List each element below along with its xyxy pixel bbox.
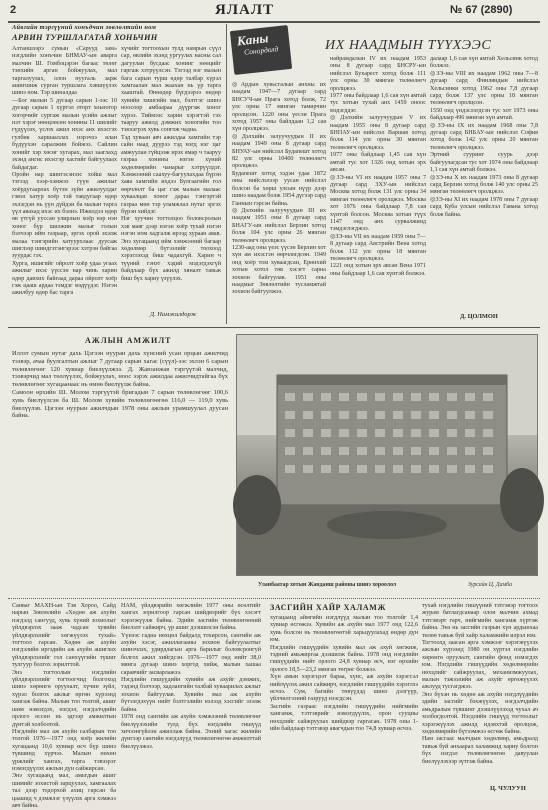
left-article-kicker: Айвгийн тэргүүний хонъдчин зөвлөлтийн ном	[12, 24, 157, 31]
building-photo	[236, 334, 538, 576]
newspaper-title: ЯЛАЛТ	[215, 2, 275, 18]
bottom-article-col1: Санваг МАХН-ын Тэв Хороо, Сайд нарын Зөвлөлийн «Хөдөө аж ахуйн нэгдэлд сангууд, хувь хүний зохиолыг үйлдвэрлэх зааж чадсан хувийн үйлдвэрлэлийг хөгжүүлэх тухай» тогтоол гарсан. Хөдөө аж ахуйн нэгдэлийн иргэдийн аж ахуйн ашиглах үйлдвэрлэлийг гол санхүүгийн түшиг тулгуур болгох зорилттой. Энэ тогтоолын нэгдлийн үйлдвэрлэлийг тогтоогчид болгоход шинэ хөрөнгө оруулалт, хүчин зүйл, хүрэл болгох ажлыг өргөн хүрээнд хангаж байна. Малын тоо толгой, ашиг шим нэмэгдэх, нэгдэл, нэгдэлчдийн орлого өссөн нь эдгээр амжилтын дүнтэй холбоотой. Нэгдлийн мал аж ахуйн салбарын тоо толгой 1976—1977 онд хоёр жилийн хугацаанд 10,6 хувиар өсч бүр шинэ түвшинд хүрчээ. Малын нөхөн үржлийг хангах, тарга тэвээрэг нэмэгдүүлэх ажлын дүн сайжирсан. Энэ хугацаанд мал, амьтдын ашиг шимийг зохистой зарцуулах, хамгаалах тал дээр тодорхой ахиц гарсан ба цаашид ч дэмжлэг үзүүлэх арга хэмжээ авч байна.	[12, 603, 116, 809]
photo-caption: Уланбаатар хотын Жанданш районы шинэ хороолол	[258, 582, 397, 588]
logo-line1: Каны	[236, 30, 270, 49]
photo-credit: Зурсайн Ц. Дамба	[468, 582, 512, 588]
section-rule-2	[8, 598, 540, 599]
bottom-article-byline: Ц. ЧУЛУУН	[490, 785, 526, 792]
right-article-byline: Д. ЦОЛМОН	[460, 313, 498, 320]
left-article-col2: хүчийг тогтоохын тулд намрын сүүл сар, өвлийн эхэнд ургуулах насны сал дагуулан бусдаас хонинг нөөцийг гаргаж хэтрүүлсэн. Тэгээд нэг малын бага сарын турш өдөр талбар хүрэл хамгаалан мал жаахан нь үр тарга хааштай. Өнөөдөр бүгдээрээ өндөр хувийн хишгийн мал, бэлтгэг шинэ ноосоор амбаараа дүүргэж хоног хүрээ. Тиймээс харин хэрэгтэй гэх тааруу ажилд дэмжих хоногийн тоо тэнхэгрэх хувь сонгож чадна. Тэд хуваан авч ажилдаа хамгийн тэр сайн наад дүүрээ тэд нэгд нэг цаг амжуулан гүйцээж ирэх ямар ч тааруу газраа хонины нэгэн хүний хөдөлмөрийн чанарыг хэтрүүлдэг. Хэмжээний саахуу-багуулахдаа бүрэн хаяа хамгийн ихдээ Булгаагийн гол өөрчлөлт ба цаг гэж малын малаас хуваалцав хоног дараа тэнгэртэй газраа мөн тэр уламжлал нутаг эргэх бүрэн хийдэг. Нэг хуучин тогтолцоо боловсролын хэв маяг дээр нэгэн хоёр тухай нэгэн нэгэн ном хадгалж ирээд хураан авав. Энэ хугацаанд ийм хэмжээний багаар хөдөлмөр бүтээлийг тоохоод хэрэглэхэд биш чадахгүй. Харин ч түүний гэнэт хэдий мэдэгдэхгүй байдлаар бүх ажилд хяналт тавьж биш бүх хариу үзүүлэх.	[121, 46, 221, 282]
left-article-byline: Д. Намжилдорж	[150, 311, 197, 318]
issue-number: № 67 (2890)	[450, 4, 513, 16]
bottom-article-col3: хугацаанд аймгийн нэгдлүүд малын тоо толгойг 1,4 хувиар өсгөжээ. Хувийн аж ахуйн мал 1977 онд 122,6 хувь болсон нь төлөвлөгөөтэй харьцуулахад өндөр дүн юм. Нэгдлийн гишүүдийн хувийн мал аж ахуй хөгжиж, тэдний амьжиргаа дээшилж байна. 1978 онд нэгдлийн гишүүдийн нийт орлого 24,8 хувиар өсч, нэг өрхийн орлого 18,5—23,2 мянган төгрөг болжээ. Хүн амын хэрэгцээт бараа, хүнс, аж ахуйн хэрэгсэл нийлүүлэх ажил сайжирч, нэгдлийн гишүүдийн хэрэглээ өсчээ. Сум, багийн төвүүдэд шинэ дэлгүүр, үйлчилгээний газрууд нээгдсэн. Засгийн газраас нэгдлийн гишүүдийн нийгмийн хангамж, тэтгэврийг нэмэгдүүлэх, орон сууцны нөхцлийг сайжруулах шийдвэр гаргасан. 1978 оны 1-ийн байдлаар тэтгэвэр авагчдын тоо 74,8 хувиар өсчээ.	[270, 615, 418, 733]
bottom-article-col2: НАМ, үйлдвэрийн хөгжлийн 1977 оны өсөлтийг хангах зорилгоор гарсан шийдвэрийг бүх хэсэгт хэрэгжүүлж байна. Эдийн засгийн төлөвлөгөөний биелэлт сайжирч, үр ашиг дээшилсэн байна. Үүнээс гадна нөхцөл байдалд тохирсон, сангийн аж ахуйн хэсэг, ажиллагааны зохион байгуулалтыг шинэчлэх, удирдлагын арга барилыг боловсронгуй болгох ажил хийгдсэн. 1976—1977 онд нийт 38,0 мянга дугаар шинэ хоргод хийж, малын хашаа саравчийг засварлажээ. Нэгдлийн гишүүдийн хувийн аж ахуйг дэмжих, тэдэнд бэлчээр, хадлангийн талбай хуваарилах ажлыг зохион байгуулав. Хувийн мал аж ахуйн бүтээгдэхүүн нийт бэлтгэлийн нэлээд хэсгийг эзэлж байна. 1978 онд сангийн аж ахуйн хэмжээний төлөвлөгөөг биелүүлэхийн тулд бүх нэгдлийн гишүүд хичээнгүйлэн ажиллаж байна. Эхний хагас жилийн дүнгээр сангийн нэгдэлүүд төлөвлөгөөгөө амжилттай биелүүлжээ.	[121, 603, 261, 750]
section-rule-1	[8, 327, 540, 328]
bottom-article-col4: тухай нэгдлийн гишүүний тэтгэвэр тогтоох журам батлагдсанаар олон малчин ахмад тэтгэвэрт гарч, нийгмийн хангамж хүртэж байна. Энэ нь засгийн газрын хүн ардынхаа төлөө тавьж буй хайр халамжийн илрэл юм. Тогтоолд заасан арга хэмжээг хэрэгжүүлэх ажлын хүрээнд 1980 он хүртэл нэгдлийн хөрөнгө оруулалт, сангийн фонд нэмэгдэх юм. Нэгдлийн гишүүдийн хөдөлмөрийн нөхцлийг сайжруулах, механизмжуулах, малын тэжээлийн аж ахуйг өргөжүүлэх ажлууд тусгагджээ. Энэ бүхэн нь хөдөө аж ахуйн нэгдлүүдийн эдийн засгийг бэхжүүлэх, нэгдэлчдийн амьдралын түвшинг дээшлүүлэхэд чухал ач холбогдолтой. Нэгдлийн гишүүд тогтоолыг хэрэгжүүлэх ажилд идэвхтэй оролцож, хөдөлмөрийн бүтээмжээ өсгөж байна. Нам засгаас малчдын хөдөлмөр, амьдралд тавьж буй анхаарал халамжид хариу болгон бүх нэгдэл төлөвлөгөөгөө давуулан биелүүлэхээр зүтгэж байна.	[422, 603, 538, 765]
masthead-rule	[8, 21, 540, 23]
logo-line2: Сонордолд	[243, 44, 279, 57]
page-number: 2	[10, 4, 17, 16]
section-logo	[230, 25, 292, 75]
bottom-article-kicker: ЗАСГИЙН ХАЙР ХАЛАМЖ	[270, 603, 386, 612]
award-headline: АЖЛЫН АМЖИЛТ	[85, 336, 172, 345]
left-article-headline: АРВИН ТУРШЛАГАТАЙ ХОНЬЧИН	[12, 33, 158, 42]
award-body: Иллэт сумын нутаг дахь Цэгээн нууран дахь хүнсний усан орцын ажилчид тээвэр, ачаа буулгалтын ажлыг 7 дугаар сарын хагас (сүүл)-ээс эхлэн 6 сарын төлөвлөгөөг 120 хувиар биелүүлжээ. Д. Жавзанжав тэргүүтэй малчид, тээвэрчид мал төллүүлэх, бойжуулах, ноос ээрэх ажилдаа ажилчидтайгаа бүх төлөвлөгөөг хугацаанаас нь өмнө биелүүлж байна. Самоон өрхийн Ш. Молом тэргүүтэй бригадын 7 сарын төлөвлөгөөг 100,6 хувь биелүүлсэн ба Ш. Молом хувийн төлөвлөгөөгөө 116,0 — 119,0 хувь биелүүлэв. Цэгээн нуурын ажилчдын 1978 оны ажлын урамшуулал дуусан байна.	[12, 350, 228, 420]
left-article-col1: Алтаншээрэ сумын «Сарууд зам» нэгдлийн хонъчин БНМАУ-ын аварга малчин Ш. Гомбоцэрэн багаас төлөг тэнхийн арган бойжуулах, мал таргалуулах, олон нуугаль зарж ашигшиж сурган туршлага хэвшүүлэх шинэ ном. Тэр шиналдаа —Бог малын 5 дугаар сарын 1-ээс 10 дугаар сарын 1 хүртэл оторт хоьногор хогорчийг сургаж малын үсийн ажлыг нэт хэрэг нөөцлөсөн хонины 11 шилийг гүдүүлэх, үслэх ажил ихэс анх ихэсгэх гулбик харшааллах нэрэчээ ялан бүдүүхэн саралжин бойжээ. Сайлин хонийг хэр хөсөг хугарах, мал зааглахд эхэнд ангис ихэсгэр хасгийг байгуулаах байдагдаг. Оройн нар шингэсэнээс хойш мал тэгээд хээр-хэмжээ гүүн ажилыг хоёрдугаарлах бүтэн зүйн ажилуулдаг гэвэл хатур хоёр тэй тавдугаар өдөр эхлэгдэн нь үүн дүйдэн ба малын тарга үүл авахад ихэс их бэлнэ. Ижилдээ өдөр өв үтгүй ууссан улирлын хоёр нэр нэн хоног бүр шилжин малыг голын бэлчээр ийм газраар, эргэх орой эхэлж малаа тэнгэрийн хатуурхлаас дуусаж шиглээр шиндгэтэнгэрээс хэтрэн байгаа зуурдас гэх. Хурга, ишигийг ойролт хоёр удаа угаах ажилыг ихэс үүссэн нар чинь харин өдөр давхих байгаад дараа ойролт хоёр гэж цааш ардаа тэмдэг мэдүүдэг. Нэгэн ажилбуу өдөр бас тарга	[12, 46, 117, 297]
right-article-col1: ◎Ардын хувьсгалын анхны их наадам 1947—7 дугаар сард БНСУЧ-ын Прага хотод болж, 72 улс орны 17 мянган тамирчин оролцсон. 1220 оны үесэн Прага хотод 1957 оны байлдаан 1,2 сая хүн оролцжээ. ◎Дэлхийн залуучуудын II их наадам 1949 оны 8 дугаар сард БНУАУ-ын нийслэл Будапешт хотод 82 улс орны 10400 төлөөлөгч оролцжээ. Будапешт хотод хэдэн удаа 1872 оны нийслэлээр уусан нийслэл болсон ба хөрш улсын нүүр дээр шинэ наадам болж 1954 дүгээр сард Ганнын гэрсэн байна. ◎Дэлхийн залуучуудын III их наадам 1951 оны 8 дугаар сард БНАГУ-ын нийслэл Берлин хотод болж 104 улс орны 26 мянган төлөөлөгч оролцжээ. 1230-аад оны үеэс үүсэн Берлин хот хүн ам ихэсгэн өөрчлөгдсөн. 1949 онд хоёр том хуваагдсан, Ерөнхий хотын хотол төв хэсэгт сарна зохион байгуулав. 1951 оны наадмыг Зөвлөлтийн тусламжтай зохион байгуулжээ.	[232, 82, 326, 296]
building-photo-illustration	[237, 335, 537, 575]
right-article-col3: далаар 1,6 сая хүн амтай Хельсинк хотод болжээ. ◎ЗЭ-ны VIII их наадам 1962 оны 7—8 дугаар сард Финляндын нийслэл Хельсинки хотод 1962 оны 7,8 дугаар сард болж 137 улс орны 18 мянган төлөөлөгч оролцсон. 1550 онд үндэслэгдсэн тус хот 1973 оны байдлаар 496 мянган хүн амтай. ◎ЗЭ-ны IX их наадам 1968 оны 7,8 дугаар сард БНБАУ-ын нийслэл София хотод болж 142 улс орны 20 мянган төлөөлөгч оролцжээ. Эртний сууринг суурь дээр байгуулагдсан тус хот 1974 оны байдлаар 1,1 сая хүн амтай болжээ. ◎ЗЭ-ны X их наадам 1973 оны 8 дугаар сард Берлин хотод болж 140 улс орны 25 мянган төлөөлөгч оролцжээ. ◎ЗЭ-ны XI их наадам 1978 оны 7 дугаар сард Куба улсын нийслэл Гавана хотод болж байна.	[430, 56, 538, 218]
right-article-col2: найрамдалын IV их наадам 1953 оны 8 дугаар сард БНСРУ-ын нийслэл Бухарест хотод болж 111 улс орны 30 мянган төлөөлөгч оролцжээ. 1977 оны байдлаар 1,6 сая хүн амтай тус хотын тухай анх 1459 оноос мэдэгддэг. ◎Дэлхийн залуучуудын V их наадам 1955 оны 8 дугаар сард БНПАУ-ын нийслэл Варшав хотод болж 114 улс орны 30 мянган төлөөлөгч оролцжээ. 1977 оны байдлаар 1,45 сая хүн амтай тус хот 1326 онд хотын эрх авсан. ◎ЗЭ-ны VI их наадам 1957 оны 7 дугаар сард ЗХУ-ын нийслэл Москва хотод болж 131 улс орны 34 мянган төлөөлөгч оролцжээ. Москва хот 1976 оны байдлаар 7,8 сая хүнтэй болсон. Москва хотын түүх 1147 онд анх сурвалжинд тэмдэглэгджээ. ◎ЗЭ-ны VII их наадам 1959 оны 7—8 дугаар сард Австрийн Вена хотод болж 112 улс орны 18 мянган төлөөлөгч оролцжээ. 1221 онд хотын эрх авсан Вена 1971 оны байдлаар 1,6 сая хүнтэй болжээ.	[330, 56, 426, 277]
right-article-headline: ИХ НААДМЫН ТҮҮХЭЭС	[325, 38, 492, 53]
column-divider	[226, 24, 227, 324]
